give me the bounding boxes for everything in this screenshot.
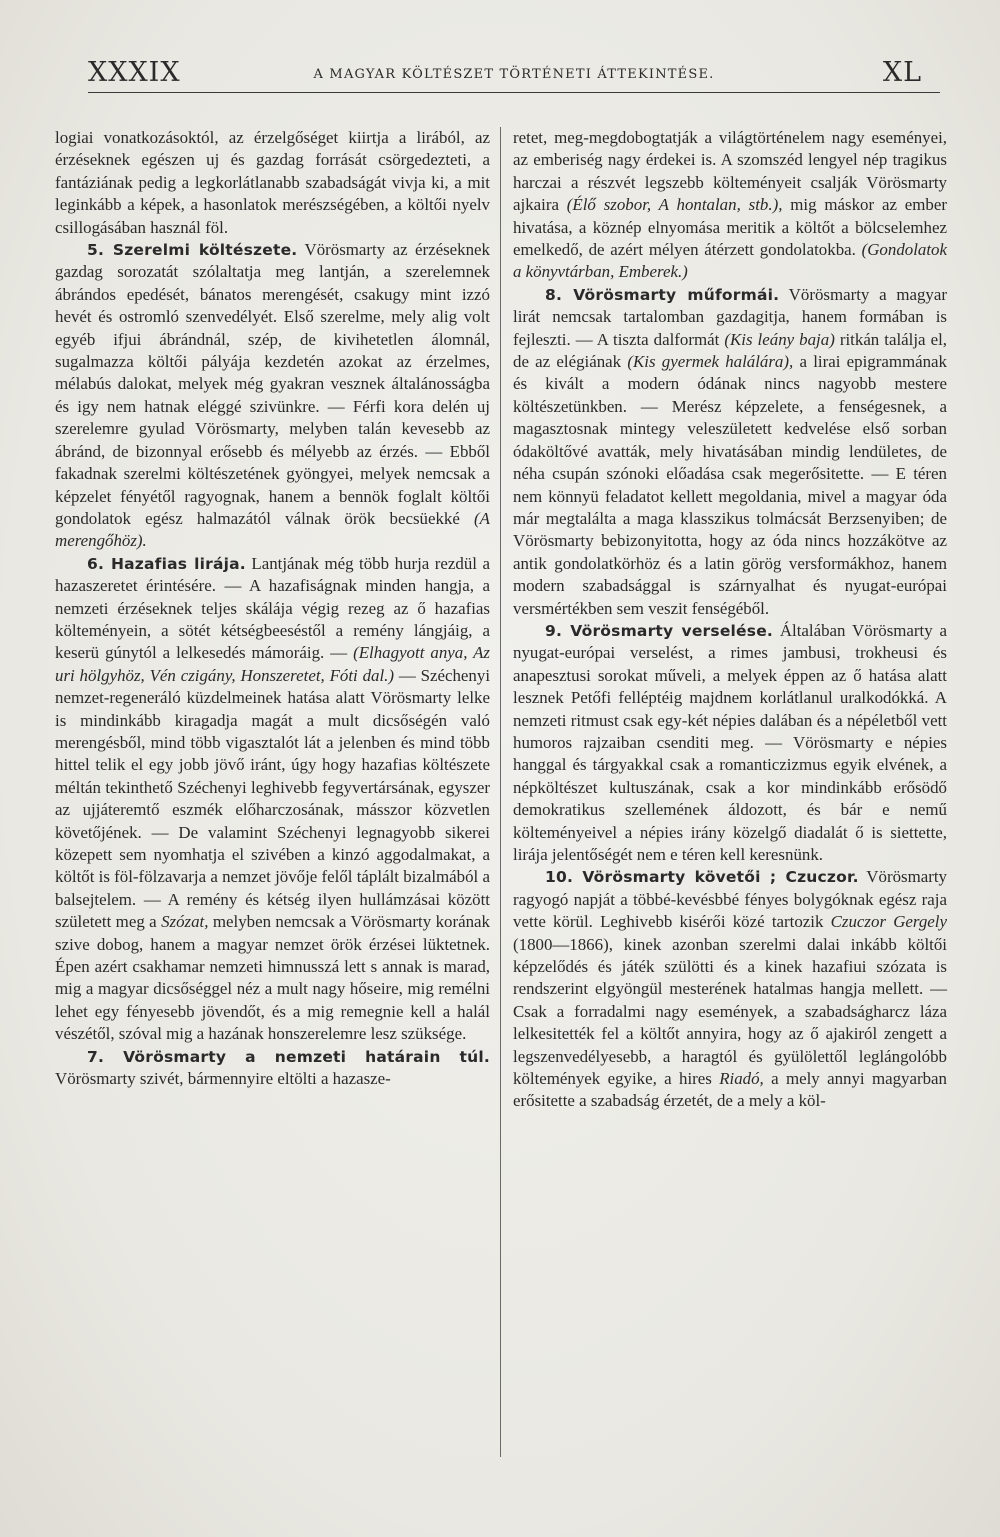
page-number-left: XXXIX [88, 57, 181, 88]
section-heading: 7. Vörösmarty a nemzeti határain túl. [87, 1047, 490, 1066]
section-italic: (Kis gyermek halálára), [627, 352, 794, 372]
section-italic: Riadó, [719, 1069, 764, 1089]
paragraph-text: logiai vonatkozásoktól, az érzelgőséget kiirtja a lirából, az érzéseknek egészen uj és gazdag forrását csörgedezteti, a fantáziának pedig a legkorlátlanabb szabadságát vivja ki, a mit leginkább a képek, a hasonlatok merészségében, a költői nyelv csillogásában használ föl. [55, 128, 490, 237]
section-text: — Széchenyi nemzet-regeneráló küzdelmeinek hatása alatt Vörösmarty lelke is mindinkább kiragadja magát a mult dicsőségén való merengésből, mind több vigasztalót lát a jelenben és mind több hittel telik el egy jobb jövő iránt, úgy hogy hazafias költészete méltán tekinthető Széchenyi leghivebb fegyvertársának, egyszer az ujjáteremtő eszmék előharczosának, másszor közvetlen követőjének. — De valamint Széchenyi legnagyobb sikerei közepett sem nyomhatja el szivében a kinzó aggodalmakat, a költőt is föl-fölzavarja a nemzet jövője felől táplált bizalmából a balsejtelem. — A remény és kétség ilyen hullámzásai között született meg a [55, 665, 491, 932]
section-italic: (A merengőhöz). [55, 508, 490, 551]
section-9 [513, 620, 947, 866]
section-5 [55, 239, 490, 553]
paragraph-continued [513, 127, 947, 284]
section-italic: Szózat, [161, 912, 209, 932]
section-text: a mely annyi magyarban erősitette a szabadság érzetét, de a mely a köl- [513, 1069, 947, 1111]
section-heading: 10. Vörösmarty követői ; Czuczor. [545, 868, 859, 887]
section-heading: 8. Vörösmarty műformái. [545, 285, 780, 304]
section-7 [55, 1046, 490, 1091]
page-number-right: XL [882, 57, 922, 88]
column-divider [500, 127, 501, 1457]
section-heading: 5. Szerelmi költészete. [87, 241, 298, 260]
section-text: Általában Vörösmarty a nyugat-európai verselést, a rimes jambusi, trokheusi és anapesztusi sorokat műveli, a melyek éppen az ő hatása alatt lesznek Petőfi felléptéig majdnem korlátlanul uralkodókká. A nemzeti ritmust csak egy-két népies dalában és a népéletből vett humoros rajzaiban csenditi meg. — Vörösmarty e népies hanggal és tárgyakkal csak a romanticzizmus egyik elvének, a népköltészet kultuszának, csak a kor mindinkább erősödő demokratikus szellemének áldozott, és bár e nemű költeményeivel a népies irány közelgő diadalát ő is siettette, lirája jelentőségét nem e téren kell keresnünk. [513, 620, 947, 864]
section-heading: 9. Vörösmarty verselése. [545, 621, 773, 640]
section-text: Vörösmarty az érzéseknek gazdag sorozatát szólaltatja meg lantján, a szerelemnek ábrándos epedését, bánatos merengését, csakugy mint izzó hevét és ostromló szenvedélyét. Első szerelme, mely alig volt egyéb ifjui ábrándnál, szép, de kivihetetlen álomnál, sugalmazza költői pályája kezdetén azokat az érzelmes, mélabús dalokat, melyek még gyakran vesznek általánosságba és igy nem hatnak eléggé szivünkre. — Férfi kora delén uj szerelemre gyulad Vörösmarty, melyben talán kevesebb az ábránd, de bizonnyal erősebb és mélyebb az érzés. — Ebből fakadnak szerelmi költészetének gyöngyei, melyek nemcsak a képzelet fényétől ragyognak, hanem a bennök foglalt költői gondolatok egész halmazától válnak örök becsüekké [55, 240, 490, 528]
section-text: ritkán találja el, de az elégiának [513, 329, 947, 372]
section-10 [513, 866, 947, 1112]
page-header [88, 58, 940, 93]
section-text: a lirai epigrammának és kivált a modern ódának nincs nagyobb mestere költészetünkben. — Merész képzelete, a fenségesnek, a magasztosnak mintegy veleszületett kedvelése első sorban ódaköltővé avatták, mely hivatásában mindig lendületes, de néha csupán szónoki előadása csak megerősitette. — E téren nem könnyü feladatot kellett megoldania, mivel a magyar óda már megtalálta a maga klasszikus tolmácsát Berzsenyiben; de Vörösmarty bebizonyitotta, hogy az óda nincs hozzákötve az antik gondolatkörhöz és a latin görög versformákhoz, hanem modern szabadsággal is szárnyalhat és nyugat-európai versmértékben sem veszit fenségéből. [513, 352, 947, 618]
section-italic: Czuczor Gergely [830, 912, 947, 932]
paragraph-continued [55, 127, 490, 239]
section-text: (1800—1866), kinek azonban szerelmi dalai inkább költői képzelődés és játék szülötti és a kinek hazafiui szózata is rendszerint elgyöngül mesterének hatalmas hangja mellett. — Csak a forradalmi nagy események, a szabadságharcz láza lelkesitették fel a költőt annyira, hogy az ő ajakiról zengett a legszenvedélyesebb, a haragtól és gyülölettől leglángolóbb költemények egyike, a hires [513, 934, 947, 1089]
section-text: melyben nemcsak a Vörösmarty korának szive dobog, hanem a magyar nemzet örök érzései lüktetnek. Épen azért csakhamar nemzeti himnusszá lett s annak is marad, mig a magyar dicsőséggel néz a mult nagy hőseire, mig remélni lehet egy fényesebb jövendőt, és a mig remegnie kell a halál vészétől, szóval mig a hazának honszerelemre lesz szüksége. [55, 912, 490, 1044]
section-8 [513, 284, 947, 620]
section-italic: (Elhagyott anya, Az uri hölgyhöz, Vén czigány, Honszeretet, Fóti dal.) [55, 643, 490, 685]
section-6 [55, 553, 490, 1046]
running-title: A MAGYAR KÖLTÉSZET TÖRTÉNETI ÁTTEKINTÉSE. [313, 67, 715, 82]
section-italic: (Kis leány baja) [724, 329, 835, 349]
paragraph-text: retet, meg-megdobogtatják a világtörténelem nagy eseményei, az emberiség nagy érdekei is. A szomszéd lengyel nép tragikus harczai a részvét legszebb költeményeit csalják Vörösmarty ajkaira [513, 128, 947, 215]
section-text: Vörösmarty szivét, bármennyire eltölti a hazasze- [55, 1069, 391, 1089]
paragraph-italic: (Gondolatok a könyvtárban, Emberek.) [513, 240, 947, 282]
right-column [513, 127, 947, 1113]
section-text: Vörösmarty ragyogó napját a többé-kevésbbé fényes bolygóknak egész raja vette körül. Leghivebb kisérői közé tartozik [513, 867, 947, 932]
section-heading: 6. Hazafias lirája. [87, 554, 246, 573]
section-text: Vörösmarty a magyar lirát nemcsak tartalomban gazdagitja, hanem formában is fejleszti. — A tiszta dalformát [513, 284, 947, 349]
left-column [55, 127, 490, 1090]
paragraph-text: mig máskor az ember hivatása, a köznép elnyomása meritik a költőt a bölcselemhez emelkedő, de azért mélyen átérzett gondolatokba. [513, 195, 947, 260]
section-text: Lantjának még több hurja rezdül a hazaszeretet érintésére. — A hazafiságnak minden hangja, a nemzeti érzéseknek teljes skálája végig rezeg az ő hazafias költeményein, a sötét kétségbeeséstől a remény lángjáig, a keserü gúnytól a lelkesedés mámoráig. — [55, 553, 490, 663]
paragraph-italic: (Élő szobor, A hontalan, stb.), [566, 195, 783, 215]
